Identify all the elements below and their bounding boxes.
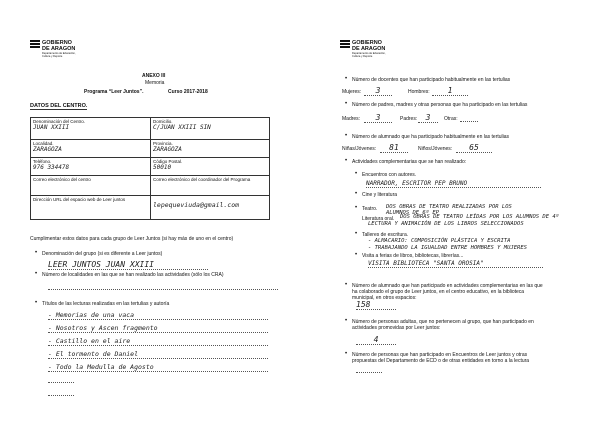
literatura-oral-value-1: DOS OBRAS DE TEATRO LEÍDAS POR LOS ALUMNOS DE 4º <box>400 214 559 220</box>
denominacion-label: Denominación del Centro. <box>33 119 86 124</box>
localidades-question: • Número de localidades en las que se han realizado las actividades (sólo los CRA) <box>42 272 224 278</box>
logo-mark-icon <box>30 40 40 50</box>
colaborado-question-1: • Número de alumnado que han participado en actividades complementarias en las que <box>352 283 543 289</box>
encuentros-value: NARRADOR, ESCRITOR PEP BRUNO <box>366 180 541 188</box>
padres-label: Padres: <box>400 116 418 122</box>
correo-coord-value: lepequeviuda@gmail.com <box>153 201 240 209</box>
memoria-subtitle: Memoria <box>145 80 165 86</box>
adultas-question-2: actividades promovidas por Leer juntos: <box>352 325 441 331</box>
colaborado-question-3: municipal, en otros espacios: <box>352 295 417 301</box>
aragon-logo <box>30 40 76 58</box>
logo-sub1: Departamento de Educación, <box>42 52 76 55</box>
logo-line2: DE ARAGON <box>352 46 386 52</box>
web-label: Dirección URL del espacio web de Leer juntos <box>33 197 126 202</box>
talleres-value-1: - ALMACARIO: COMPOSICIÓN PLÁSTICA Y ESCRITA <box>368 238 511 244</box>
ninas-label: Niñas/Jóvenes: <box>342 146 377 152</box>
logo-sub2: Cultura y Deporte <box>42 55 63 58</box>
provincia-value: ZARAGOZA <box>153 146 182 153</box>
titulo-5: - Todo la Medulla de Agosto <box>48 363 268 372</box>
padres-question: • Número de padres, madres y otras personas que ha participado en las tertulias <box>352 102 527 108</box>
annex-title: ANEXO III <box>142 73 166 79</box>
literatura-oral-label: Literatura oral. <box>362 216 395 222</box>
padres-value: 3 <box>418 113 438 123</box>
correo-centro-label: Correo electrónico del centro <box>33 177 91 182</box>
hombres-label: Hombres: <box>408 89 430 95</box>
correo-coord-label: Correo electrónico del coordinador del Programa <box>153 177 251 182</box>
domicilio-value: C/JUAN XXIII SIN <box>153 124 211 131</box>
programa-title: Programa “Leer Juntos”. <box>84 89 144 95</box>
teatro-value-2: ALUMNOS DE 6º EP <box>386 210 439 216</box>
titulo-blank-2 <box>48 395 74 396</box>
denominacion-grupo-question: • Denominación del grupo (si es diferente a Leer juntos) <box>42 251 162 257</box>
alumnado-question: • Número de alumnado que ha participado habitualmente en las tertulias <box>352 134 509 140</box>
teatro-value-1: DOS OBRAS DE TEATRO REALIZADAS POR LOS <box>386 204 512 210</box>
cine-label: • Cine y literatura <box>362 192 397 198</box>
telefono-label: Teléfono. <box>33 159 52 164</box>
datos-header: DATOS DEL CENTRO. <box>30 103 88 109</box>
titulo-2: - Nosotros y Ascen fragmento <box>48 324 268 333</box>
titulo-1: - Memorias de una vaca <box>48 311 268 320</box>
ninos-value: 65 <box>456 143 492 153</box>
adultas-value: 4 <box>356 335 396 345</box>
curso-label: Curso 2017-2018 <box>168 89 208 95</box>
otras-label: Otras: <box>444 116 458 122</box>
logo-sub2: Cultura y Deporte <box>352 55 373 58</box>
madres-label: Madres: <box>342 116 361 122</box>
cumplimentar-note: Cumplimentar estos datos para cada grupo de Leer Juntos (si hay más de uno en el centro) <box>30 236 234 242</box>
literatura-oral-value-2: LECTURA Y ANIMACIÓN DE LOS LIBROS SELECCIONADOS <box>368 221 524 227</box>
logo-mark-icon <box>340 40 350 50</box>
logo-line1: GOBIERNO <box>352 40 382 46</box>
domicilio-label: Domicilio. <box>153 119 173 124</box>
colaborado-question-2: ha colaborado el grupo de Leer juntos, en el centro educativo, en la biblioteca <box>352 289 525 295</box>
telefono-value: 976 334478 <box>33 164 70 171</box>
ninas-value: 81 <box>380 143 408 153</box>
titulo-4: - El tormento de Daniel <box>48 350 268 359</box>
titulo-blank-1 <box>48 382 74 383</box>
visitas-label: • Visita a ferias de libros, bibliotecas, librerías... <box>362 253 463 259</box>
colaborado-value: 158 <box>356 300 396 310</box>
titulos-question: • Títulos de las lecturas realizadas en las tertulias y autoría <box>42 301 169 307</box>
aragon-logo-right <box>340 40 386 58</box>
otras-answer-line <box>460 121 478 122</box>
talleres-label: • Talleres de escritura. <box>362 232 408 238</box>
encuentros-question-2: propuestas del Departamento de ECD o de otras entidades en torno a la lectura <box>352 358 530 364</box>
denominacion-value: JUAN XXIII <box>33 124 70 131</box>
localidades-answer-line <box>48 289 278 290</box>
logo-line2: DE ARAGON <box>42 46 76 52</box>
mujeres-value: 3 <box>364 86 392 96</box>
encuentros-label: • Encuentros con autores. <box>362 172 416 178</box>
talleres-value-2: - TRABAJANDO LA IGUALDAD ENTRE HOMBRES Y MUJERES <box>368 245 527 251</box>
mujeres-label: Mujeres: <box>342 89 362 95</box>
encuentros-answer-line <box>356 372 382 373</box>
docentes-question: • Número de docentes que han participado habitualmente en las tertulias <box>352 77 510 83</box>
complementarias-question: • Actividades complementarias que se han realizado: <box>352 159 466 165</box>
provincia-label: Provincia. <box>153 141 173 146</box>
logo-line1: GOBIERNO <box>42 40 72 46</box>
teatro-label: • Teatro. <box>362 206 377 212</box>
ninos-label: Niños/Jóvenes: <box>418 146 453 152</box>
codigo-label: Código Postal. <box>153 159 183 164</box>
titulo-3: - Castillo en el aire <box>48 337 268 346</box>
hombres-value: 1 <box>432 86 468 96</box>
codigo-value: 50010 <box>153 164 172 171</box>
logo-sub1: Departamento de Educación, <box>352 52 386 55</box>
encuentros-question-1: • Número de personas que han participado en Encuentros de Leer juntos y otras <box>352 352 527 358</box>
visitas-value: VISITA BIBLIOTECA "SANTA OROSIA" <box>368 260 543 268</box>
madres-value: 3 <box>364 113 392 123</box>
denominacion-grupo-answer: LEER JUNTOS JUAN XXIII <box>48 260 208 270</box>
localidad-value: ZARAGOZA <box>33 146 62 153</box>
adultas-question-1: • Número de personas adultas, que no pertenecen al grupo, que han participado en <box>352 319 534 325</box>
centro-data-table <box>30 117 270 220</box>
right-page <box>300 0 600 424</box>
localidad-label: Localidad. <box>33 141 54 146</box>
